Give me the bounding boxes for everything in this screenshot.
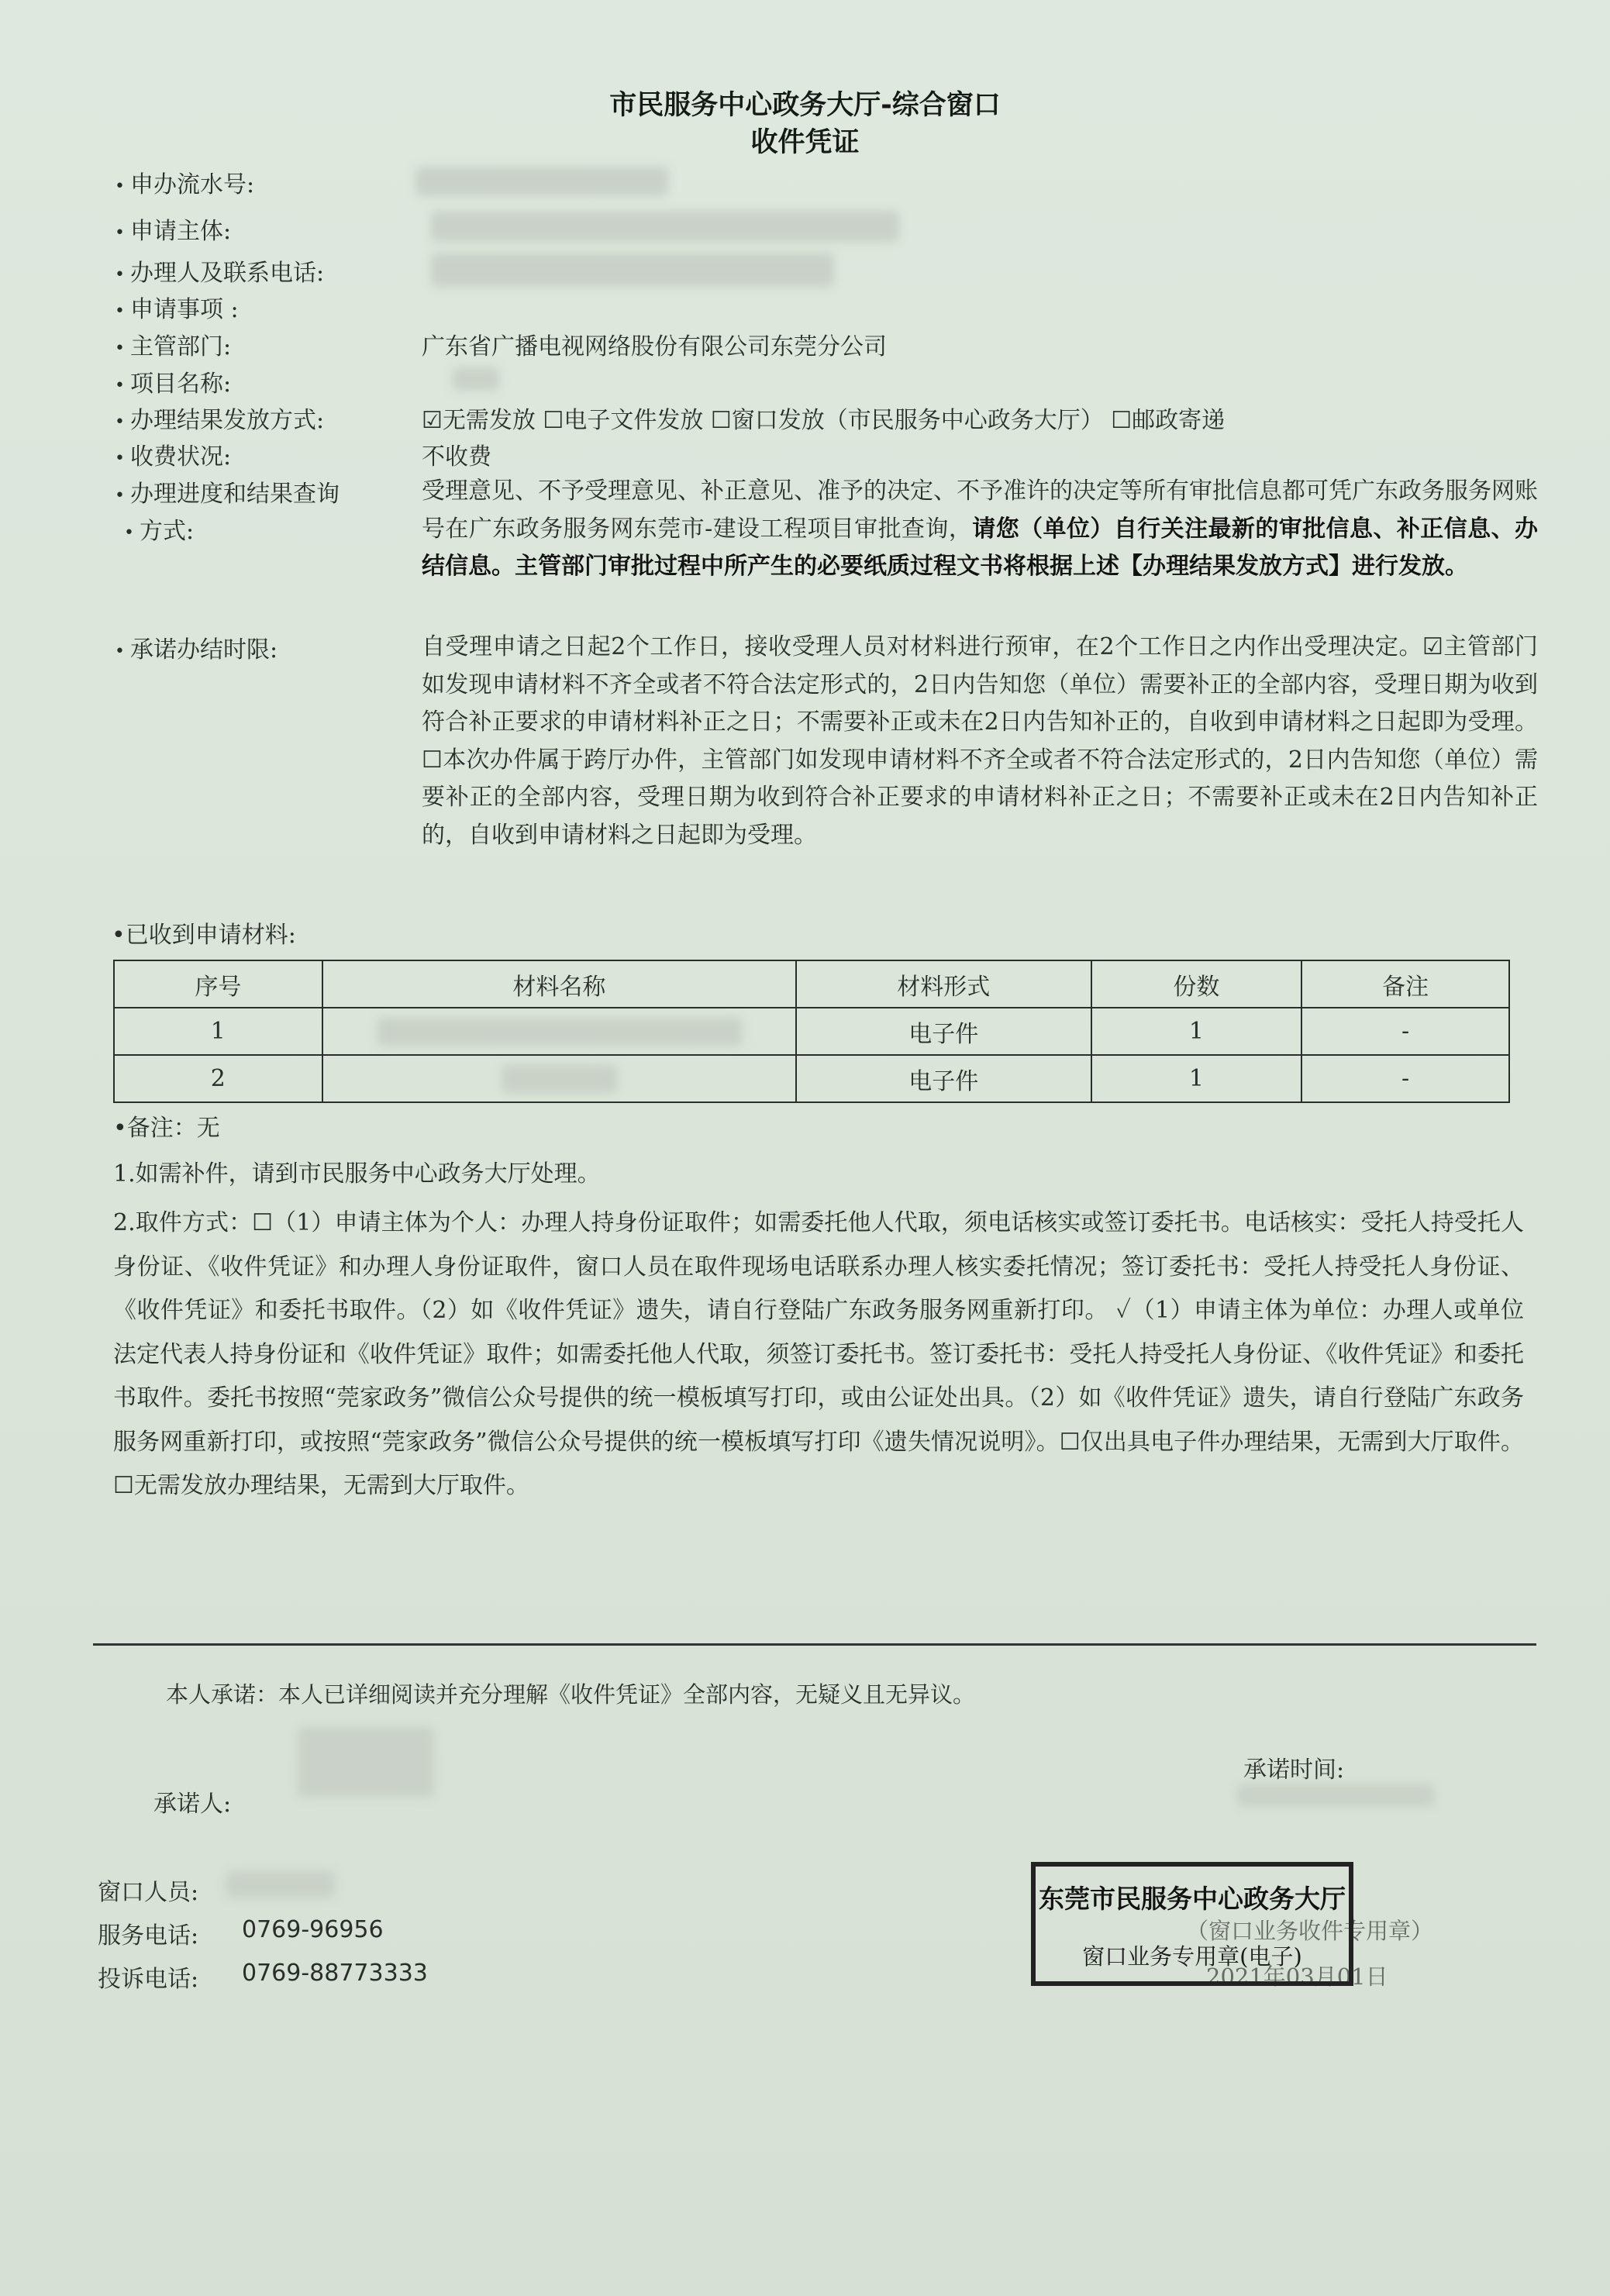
divider-line <box>93 1643 1536 1646</box>
application-item-label: • 申请事项 : <box>115 290 239 324</box>
pledge-time-label: 承诺时间: <box>1243 1756 1345 1784</box>
row-remark: - <box>1301 1055 1509 1102</box>
row-remark: - <box>1301 1008 1509 1055</box>
complaint-phone-label: 投诉电话: <box>98 1966 199 1993</box>
note-2-pickup: 2.取件方式：☐（1）申请主体为个人：办理人持身份证取件；如需委托他人代取，须电话核实或签订委托书。电话核实：受托人持受托人身份证、《收件凭证》和办理人身份证取件，窗口人员在取件现场电话联系办理人核实委托情况；签订委托书：受托人持受托人身份证、《收件凭证》和委托书取件。（2）如《收件凭证》遗失，请自行登陆广东政务服务网重新打印。 ✓（1）申请主体为单位：办理人或单位法定代表人持身份证和《收件凭证》取件；如需委托他人代取，须签订委托书。签订委托书：受托人持受托人身份证、《收件凭证》和委托书取件。委托书按照“莞家政务”微信公众号提供的统一模板填写打印，或由公证处出具。（2）如《收件凭证》遗失，请自行登陆广东政务服务网重新打印，或按照“莞家政务”微信公众号提供的统一模板填写打印《遗失情况说明》。☐仅出具电子件办理结果，无需到大厅取件。☐无需发放办理结果，无需到大厅取件。 <box>113 1209 1524 1499</box>
service-phone-value: 0769-96956 <box>242 1916 384 1943</box>
handler-label: • 办理人及联系电话: <box>115 253 324 288</box>
table-header-row <box>114 960 1509 1008</box>
redacted-material-name <box>378 1018 742 1046</box>
delivery-method-label: • 办理结果发放方式: <box>115 401 324 435</box>
redacted-handler <box>431 253 834 287</box>
seal-subtext: （窗口业务收件专用章） <box>1186 1918 1434 1944</box>
table-row <box>114 1055 1509 1102</box>
redacted-applicant <box>431 211 899 242</box>
pledge-statement: 本人承诺：本人已详细阅读并充分理解《收件凭证》全部内容，无疑义且无异议。 <box>166 1681 976 1708</box>
project-name-label: • 项目名称: <box>115 364 231 398</box>
stamp-subtitle: 窗口业务专用章(电子) <box>1082 1943 1302 1970</box>
delivery-method-options: ☑无需发放 ☐电子文件发放 ☐窗口发放（市民服务中心政务大厅） ☐邮政寄递 <box>422 407 1226 434</box>
redacted-pledge-time <box>1237 1784 1434 1806</box>
document-subtitle: 收件凭证 <box>750 127 860 158</box>
query-method-label-2: 方式: <box>139 518 195 545</box>
note-1: 1.如需补件，请到市民服务中心政务大厅处理。 <box>113 1160 601 1188</box>
department-value: 广东省广播电视网络股份有限公司东莞分公司 <box>422 333 887 360</box>
header-count: 份数 <box>1091 960 1302 1008</box>
deadline-label: • 承诺办结时限: <box>115 630 278 664</box>
remark-line: •备注：无 <box>113 1115 220 1142</box>
row-form: 电子件 <box>796 1008 1091 1055</box>
row-form: 电子件 <box>796 1055 1091 1102</box>
row-no: 2 <box>114 1055 322 1102</box>
header-no: 序号 <box>114 960 322 1008</box>
complaint-phone-value: 0769-88773333 <box>242 1960 428 1987</box>
fee-status-value: 不收费 <box>422 443 491 471</box>
query-method-text <box>422 473 1538 586</box>
seal-date: 2021年03月01日 <box>1206 1963 1388 1990</box>
serial-number-label: • 申办流水号: <box>115 165 254 199</box>
query-text-normal: 受理意见、不予受理意见、补正意见、准予的决定、不予准许的决定等所有审批信息都可凭广东政务服务网账号在广东政务服务网东莞市-建设工程项目审批查询， <box>422 477 1538 543</box>
service-phone-label: 服务电话: <box>98 1922 199 1950</box>
fee-status-label: • 收费状况: <box>115 437 231 471</box>
row-name <box>322 1008 796 1055</box>
window-staff-label: 窗口人员: <box>98 1879 199 1906</box>
header-form: 材料形式 <box>796 960 1091 1008</box>
row-no: 1 <box>114 1008 322 1055</box>
materials-section-label: •已收到申请材料: <box>112 922 296 949</box>
query-text-bold: 请您（单位）自行关注最新的审批信息、补正信息、办结信息。主管部门审批过程中所产生的必要纸质过程文书将根据上述【办理结果发放方式】进行发放。 <box>422 515 1538 580</box>
row-name <box>322 1055 796 1102</box>
redacted-staff-name <box>226 1871 335 1898</box>
signer-label: 承诺人: <box>153 1791 232 1818</box>
header-name: 材料名称 <box>322 960 796 1008</box>
query-method-label-cont <box>124 512 194 546</box>
document-title: 市民服务中心政务大厅-综合窗口 <box>609 90 1001 121</box>
applicant-label: • 申请主体: <box>115 212 231 246</box>
redacted-serial-number <box>415 167 668 196</box>
row-count: 1 <box>1091 1008 1302 1055</box>
redacted-material-name <box>502 1065 618 1093</box>
query-method-label: • 办理进度和结果查询 <box>115 474 340 508</box>
stamp-title: 东莞市民服务中心政务大厅 <box>1039 1884 1346 1914</box>
table-row <box>114 1008 1509 1055</box>
signature <box>298 1727 434 1797</box>
materials-table <box>113 960 1510 1103</box>
department-label: • 主管部门: <box>115 327 231 361</box>
official-stamp <box>1031 1862 1353 1986</box>
header-remark: 备注 <box>1301 960 1509 1008</box>
redacted-project-name <box>453 367 499 391</box>
row-count: 1 <box>1091 1055 1302 1102</box>
deadline-text: 自受理申请之日起2个工作日，接收受理人员对材料进行预审，在2个工作日之内作出受理决定。☑主管部门如发现申请材料不齐全或者不符合法定形式的，2日内告知您（单位）需要补正的全部内容，受理日期为收到符合补正要求的申请材料补正之日；不需要补正或未在2日内告知补正的，自收到申请材料之日起即为受理。☐本次办件属于跨厅办件，主管部门如发现申请材料不齐全或者不符合法定形式的，2日内告知您（单位）需要补正的全部内容，受理日期为收到符合补正要求的申请材料补正之日；不需要补正或未在2日内告知补正的，自收到申请材料之日起即为受理。 <box>422 633 1538 849</box>
